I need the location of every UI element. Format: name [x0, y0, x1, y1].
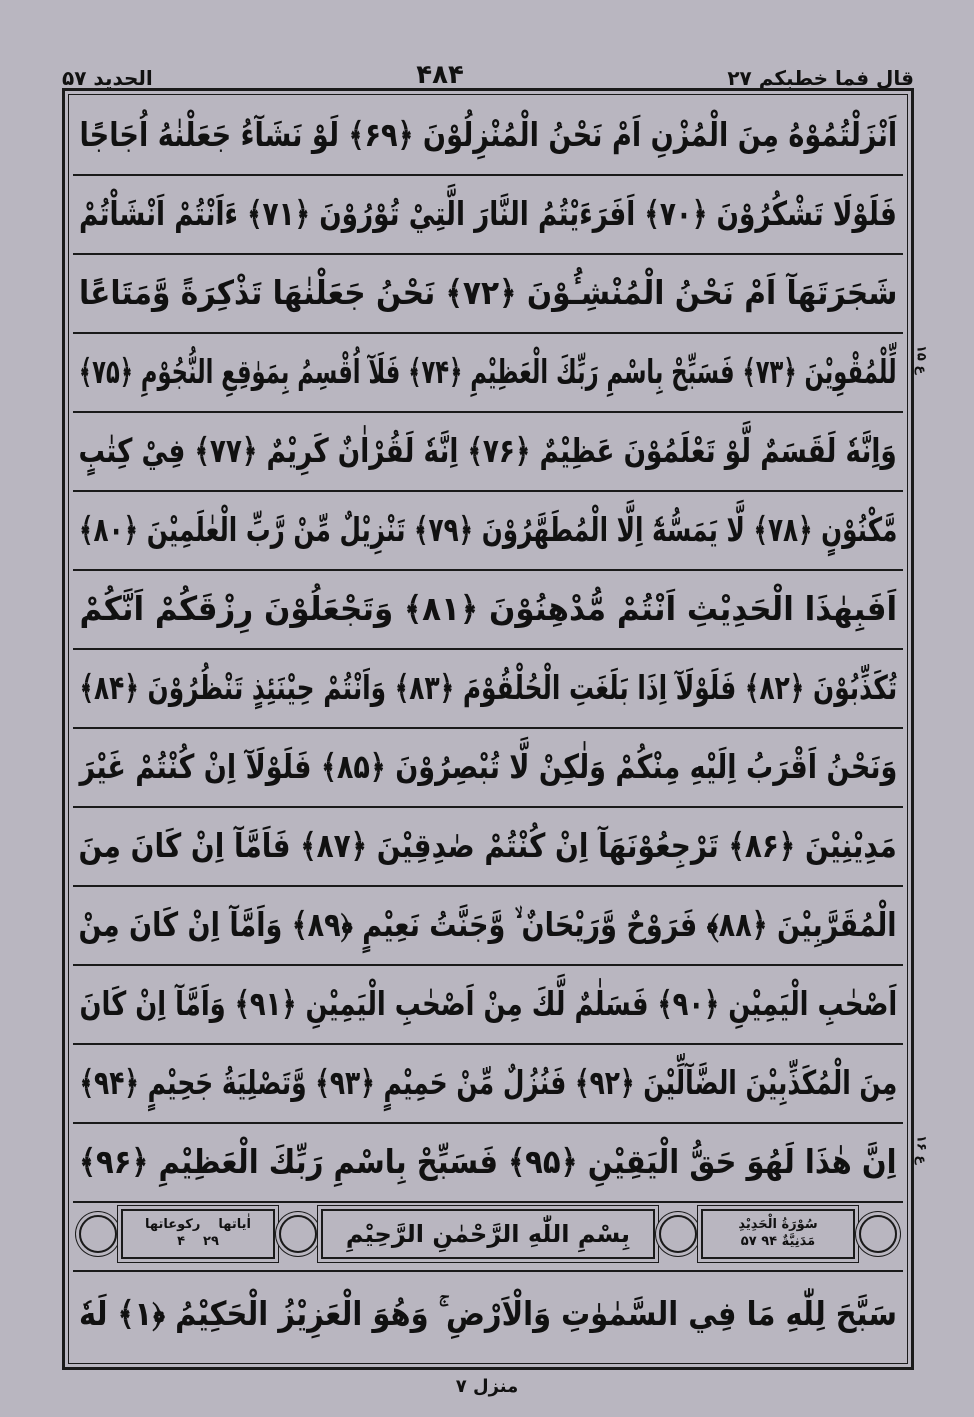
- ruku-count: ۴: [177, 1234, 186, 1249]
- verse-line: فَلَوْلَا تَشْكُرُوْنَ ﴿۷۰﴾ اَفَرَءَيْتُمُ النَّارَ الَّتِيْ تُوْرُوْنَ ﴿۷۱﴾ ءَاَنْتُمْ اَنْشَاْتُمْ: [73, 174, 903, 255]
- verse-line: مَدِيْنِيْنَ ﴿۸۶﴾ تَرْجِعُوْنَهَآ اِنْ كُنْتُمْ صٰدِقِيْنَ ﴿۸۷﴾ فَاَمَّآ اِنْ كَانَ مِنَ: [73, 806, 903, 887]
- surah-title-panel: [701, 1209, 855, 1259]
- page-header: [62, 58, 914, 90]
- text-frame: [62, 88, 914, 1370]
- ayat-label: اٰیاتها: [218, 1217, 251, 1233]
- verse-line: اِنَّ هٰذَا لَهُوَ حَقُّ الْيَقِيْنِ ﴿۹۵﴾ فَسَبِّحْ بِاسْمِ رَبِّكَ الْعَظِيْمِ ﴿۹۶﴾: [73, 1122, 903, 1203]
- verse-line: تُكَذِّبُوْنَ ﴿۸۲﴾ فَلَوْلَآ اِذَا بَلَغَتِ الْحُلْقُوْمَ ﴿۸۳﴾ وَاَنْتُمْ حِيْنَئِذٍ تَنْظُرُوْنَ ﴿۸۴﴾: [73, 648, 903, 729]
- ayat-count: ۲۹: [203, 1234, 219, 1249]
- verse-line: شَجَرَتَهَآ اَمْ نَحْنُ الْمُنْشِـُٔوْنَ ﴿۷۲﴾ نَحْنُ جَعَلْنٰهَا تَذْكِرَةً وَّمَتَاعًا: [73, 253, 903, 334]
- page-number: ۴۸۴: [416, 60, 464, 90]
- verse-line: مَّكْنُوْنٍ ﴿۷۸﴾ لَّا يَمَسُّهٗٓ اِلَّا الْمُطَهَّرُوْنَ ﴿۷۹﴾ تَنْزِيْلٌ مِّنْ رَّبِّ الْعٰلَمِيْنَ ﴿۸۰﴾: [73, 490, 903, 571]
- medallion-ornament: [79, 1215, 117, 1253]
- ruku-margin-mark: ع ۱۵: [913, 345, 929, 375]
- ruku-margin-mark: ع ۱۶: [913, 1135, 929, 1165]
- verse-line: الْمُقَرَّبِيْنَ ﴿۸۸﴾ فَرَوْحٌ وَّرَيْحَانٌ ۙ وَّجَنَّتُ نَعِيْمٍ ﴿۸۹﴾ وَاَمَّآ اِنْ كَانَ مِنْ: [73, 885, 903, 966]
- bismillah-panel: [321, 1209, 655, 1259]
- verse-line: لِّلْمُقْوِيْنَ ﴿۷۳﴾ فَسَبِّحْ بِاسْمِ رَبِّكَ الْعَظِيْمِ ﴿۷۴﴾ فَلَآ اُقْسِمُ بِمَوٰقِعِ النُّجُوْمِ ﴿۷۵﴾: [73, 332, 903, 413]
- verse-line: مِنَ الْمُكَذِّبِيْنَ الضَّآلِّيْنَ ﴿۹۲﴾ فَنُزُلٌ مِّنْ حَمِيْمٍ ﴿۹۳﴾ وَّتَصْلِيَةُ جَحِيْمٍ ﴿۹۴﴾: [73, 1043, 903, 1124]
- juz-header: قال فما خطبکم ۲۷: [727, 66, 914, 90]
- ayat-ruku-panel: [121, 1209, 275, 1259]
- medallion-ornament: [659, 1215, 697, 1253]
- verse-line: اَفَبِهٰذَا الْحَدِيْثِ اَنْتُمْ مُّدْهِنُوْنَ ﴿۸۱﴾ وَتَجْعَلُوْنَ رِزْقَكُمْ اَنَّكُمْ: [73, 569, 903, 650]
- surah-header: الحدید ۵۷: [62, 66, 153, 90]
- verse-line: اَنْزَلْتُمُوْهُ مِنَ الْمُزْنِ اَمْ نَحْنُ الْمُنْزِلُوْنَ ﴿۶۹﴾ لَوْ نَشَآءُ جَعَلْنٰهُ اُجَاجًا: [73, 95, 903, 176]
- medallion-ornament: [279, 1215, 317, 1253]
- medallion-ornament: [859, 1215, 897, 1253]
- surah-info: ۵۷ مَدَنِيَّةٌ ۹۴: [740, 1234, 816, 1249]
- surah-name: سُوْرَةُ الْحَدِيْدِ: [738, 1217, 818, 1233]
- verse-line: وَنَحْنُ اَقْرَبُ اِلَيْهِ مِنْكُمْ وَلٰكِنْ لَّا تُبْصِرُوْنَ ﴿۸۵﴾ فَلَوْلَآ اِنْ كُنْتُمْ غَيْرَ: [73, 727, 903, 808]
- manzil-footer: منزل ۷: [455, 1376, 519, 1397]
- bismillah: بِسْمِ اللّٰهِ الرَّحْمٰنِ الرَّحِيْمِ: [345, 1220, 631, 1248]
- verse-line: وَاِنَّهٗ لَقَسَمٌ لَّوْ تَعْلَمُوْنَ عَظِيْمٌ ﴿۷۶﴾ اِنَّهٗ لَقُرْاٰنٌ كَرِيْمٌ ﴿۷۷﴾ فِيْ كِتٰبٍ: [73, 411, 903, 492]
- ruku-label: رکوعاتها: [145, 1217, 201, 1233]
- verse-line: سَبَّحَ لِلّٰهِ مَا فِي السَّمٰوٰتِ وَالْاَرْضِ ۚ وَهُوَ الْعَزِيْزُ الْحَكِيْمُ ﴿۱﴾ لَهٗ: [79, 1294, 897, 1333]
- verse-line: اَصْحٰبِ الْيَمِيْنِ ﴿۹۰﴾ فَسَلٰمٌ لَّكَ مِنْ اَصْحٰبِ الْيَمِيْنِ ﴿۹۱﴾ وَاَمَّآ اِنْ كَانَ: [73, 964, 903, 1045]
- surah-banner: [73, 1198, 903, 1272]
